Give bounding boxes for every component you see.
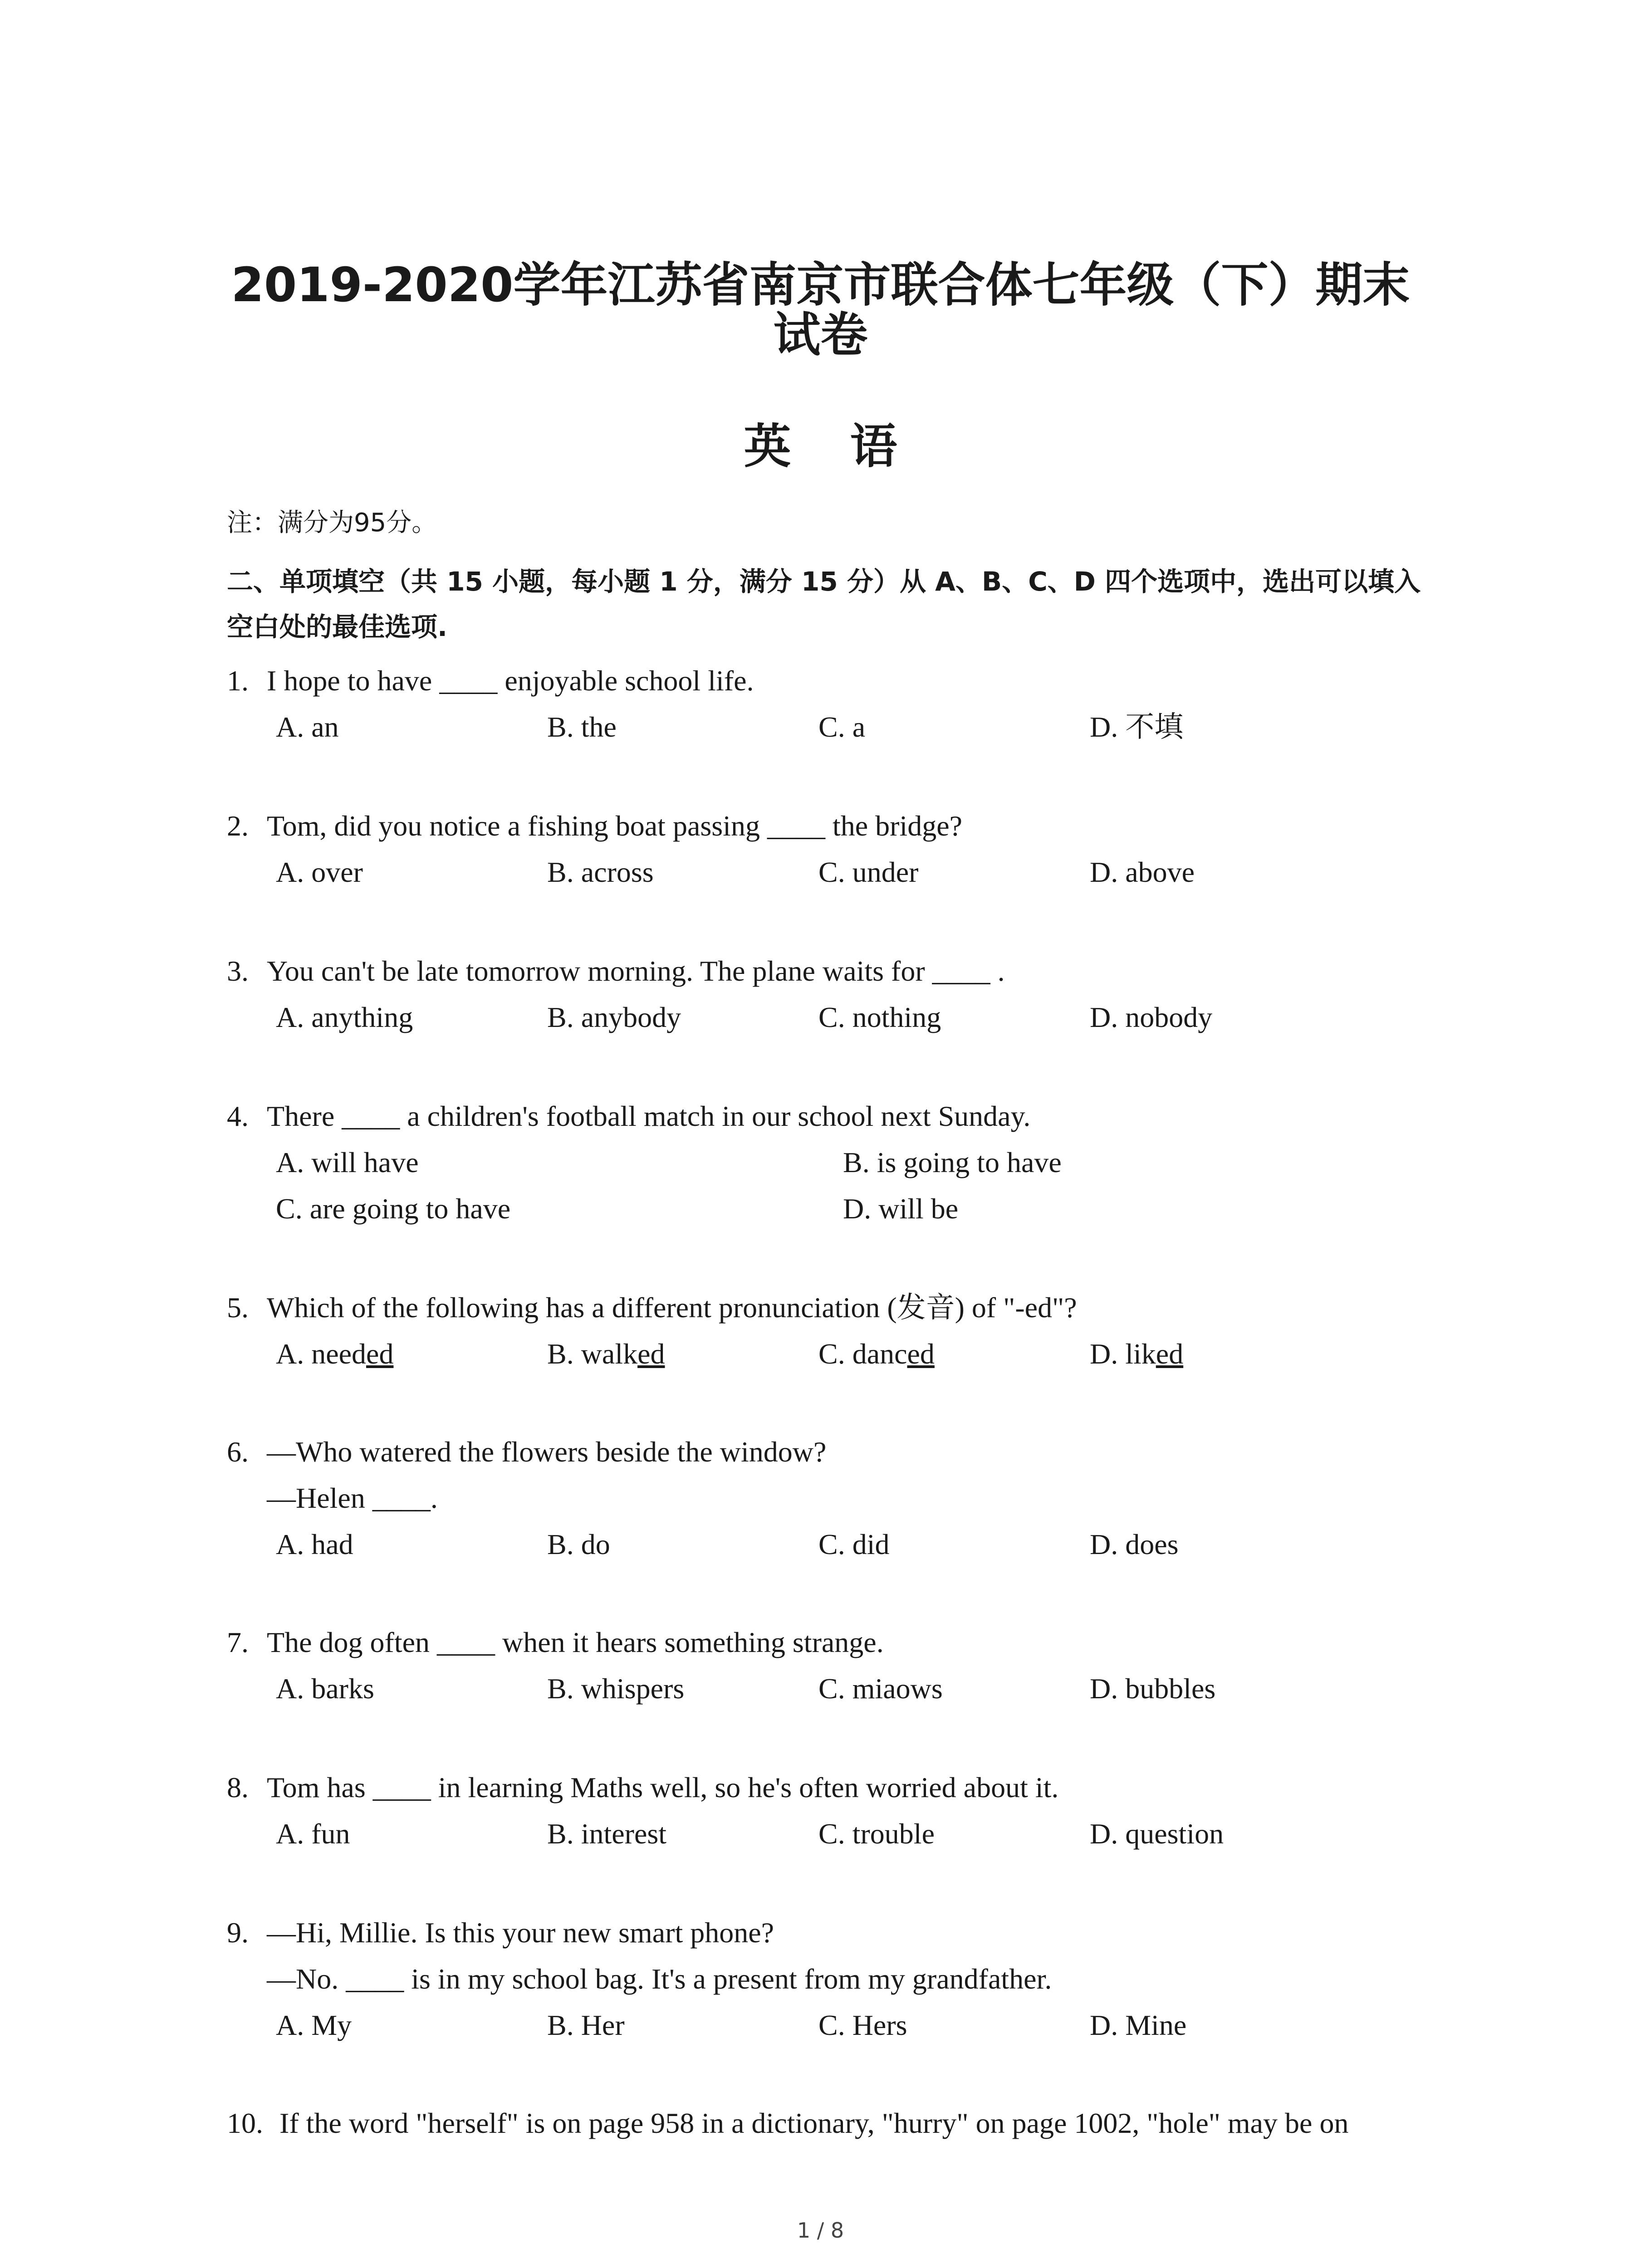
option-b[interactable]: B. the — [547, 711, 617, 743]
option-d[interactable]: D. will be — [843, 1193, 959, 1225]
underlined-suffix: ed — [366, 1338, 394, 1370]
option-label: C. danc — [818, 1338, 907, 1370]
question-number: 2. — [227, 810, 249, 842]
option-a[interactable]: A. will have — [276, 1146, 419, 1178]
option-b[interactable]: B. anybody — [547, 1001, 681, 1033]
question-text: Tom has ____ in learning Maths well, so he's often worried about it. — [267, 1771, 1059, 1804]
option-d[interactable]: D. does — [1090, 1528, 1179, 1560]
option-a[interactable]: A. over — [276, 856, 363, 888]
options-row — [227, 1666, 1452, 1712]
options-row — [227, 1186, 1452, 1232]
question-10 — [227, 2100, 1479, 2146]
options-row — [227, 2002, 1452, 2048]
question-4 — [227, 1093, 1452, 1232]
question-number: 6. — [227, 1436, 249, 1468]
question-number: 1. — [227, 665, 249, 697]
question-text: The dog often ____ when it hears something strange. — [267, 1626, 884, 1658]
question-number: 4. — [227, 1100, 249, 1132]
question-text: You can't be late tomorrow morning. The plane waits for ____ . — [267, 955, 1005, 987]
question-stem — [227, 1285, 1452, 1331]
question-7 — [227, 1619, 1452, 1712]
underlined-suffix: ed — [907, 1338, 935, 1370]
option-b[interactable]: B. do — [547, 1528, 610, 1560]
question-text: —Hi, Millie. Is this your new smart phone? — [267, 1916, 774, 1949]
options-row — [227, 849, 1452, 895]
options-row — [227, 1331, 1452, 1377]
question-text: —Helen ____. — [267, 1482, 438, 1514]
option-c[interactable]: C. did — [818, 1528, 890, 1560]
option-a[interactable]: A. fun — [276, 1818, 350, 1850]
question-text: —Who watered the flowers beside the window? — [267, 1436, 827, 1468]
option-a[interactable]: A. anything — [276, 1001, 413, 1033]
option-c[interactable]: C. miaows — [818, 1672, 943, 1705]
option-a[interactable]: A. had — [276, 1528, 353, 1560]
option-d[interactable]: D. bubbles — [1090, 1672, 1216, 1705]
underlined-suffix: ed — [637, 1338, 665, 1370]
options-row — [227, 704, 1452, 750]
question-stem — [227, 1765, 1452, 1811]
question-1 — [227, 658, 1452, 750]
question-number: 7. — [227, 1626, 249, 1658]
question-2 — [227, 803, 1452, 895]
option-c[interactable]: C. under — [818, 856, 919, 888]
option-d[interactable] — [1090, 1331, 1183, 1377]
option-a[interactable]: A. barks — [276, 1672, 374, 1705]
question-number: 10. — [227, 2107, 263, 2139]
question-text: There ____ a children's football match in our school next Sunday. — [267, 1100, 1031, 1132]
option-b[interactable]: B. across — [547, 856, 654, 888]
question-5 — [227, 1285, 1452, 1377]
question-9 — [227, 1910, 1452, 2048]
exam-title: 2019-2020学年江苏省南京市联合体七年级（下）期末 — [231, 257, 1410, 313]
question-number: 3. — [227, 955, 249, 987]
question-text: If the word "herself" is on page 958 in a dictionary, "hurry" on page 1002, "hole" may be on — [279, 2107, 1349, 2139]
option-label: A. need — [276, 1338, 367, 1370]
section-heading: 二、单项填空（共 15 小题，每小题 1 分，满分 15 分）从 A、B、C、D 四个选项中，选出可以填入空白处的最佳选项. — [227, 566, 1421, 642]
question-number: 5. — [227, 1291, 249, 1324]
underlined-suffix: ed — [1156, 1338, 1184, 1370]
question-stem — [227, 803, 1452, 849]
question-text: Which of the following has a different pronunciation (发音) of "-ed"? — [267, 1291, 1077, 1324]
option-d[interactable]: D. nobody — [1090, 1001, 1213, 1033]
option-c[interactable] — [818, 1331, 935, 1377]
options-row — [227, 1139, 1452, 1186]
option-label: D. lik — [1090, 1338, 1156, 1370]
question-text: —No. ____ is in my school bag. It's a present from my grandfather. — [267, 1963, 1052, 1995]
options-row — [227, 994, 1452, 1041]
question-stem — [227, 948, 1452, 994]
question-stem — [227, 1429, 1452, 1475]
option-b[interactable]: B. whispers — [547, 1672, 685, 1705]
score-note: 注：满分为95分。 — [227, 508, 437, 538]
question-stem — [227, 2100, 1479, 2146]
option-c[interactable]: C. Hers — [818, 2009, 907, 2041]
question-8 — [227, 1765, 1452, 1857]
option-c[interactable]: C. are going to have — [276, 1193, 511, 1225]
option-b[interactable]: B. is going to have — [843, 1146, 1062, 1178]
option-a[interactable]: A. an — [276, 711, 339, 743]
options-row — [227, 1521, 1452, 1568]
question-number: 8. — [227, 1771, 249, 1804]
question-stem — [227, 1093, 1452, 1139]
page-number: 1 / 8 — [797, 2218, 844, 2243]
question-stem-line2 — [227, 1956, 1452, 2002]
option-a[interactable] — [276, 1331, 393, 1377]
option-c[interactable]: C. nothing — [818, 1001, 941, 1033]
question-text: I hope to have ____ enjoyable school life. — [267, 665, 754, 697]
option-d[interactable]: D. above — [1090, 856, 1195, 888]
question-6 — [227, 1429, 1452, 1568]
option-label: B. walk — [547, 1338, 638, 1370]
option-b[interactable] — [547, 1331, 665, 1377]
subject-heading: 英语 — [744, 419, 956, 474]
question-text: Tom, did you notice a fishing boat passing ____ the bridge? — [267, 810, 963, 842]
question-3 — [227, 948, 1452, 1041]
option-b[interactable]: B. Her — [547, 2009, 625, 2041]
question-stem-line2 — [227, 1475, 1452, 1521]
option-d[interactable]: D. Mine — [1090, 2009, 1187, 2041]
question-stem — [227, 1910, 1452, 1956]
options-row — [227, 1811, 1452, 1857]
option-d[interactable]: D. question — [1090, 1818, 1224, 1850]
exam-title-continued: 试卷 — [773, 307, 868, 362]
question-stem — [227, 658, 1452, 704]
option-a[interactable]: A. My — [276, 2009, 352, 2041]
option-b[interactable]: B. interest — [547, 1818, 667, 1850]
question-number: 9. — [227, 1916, 249, 1949]
question-stem — [227, 1619, 1452, 1666]
option-d[interactable]: D. 不填 — [1090, 711, 1184, 743]
option-c[interactable]: C. a — [818, 711, 866, 743]
option-c[interactable]: C. trouble — [818, 1818, 935, 1850]
